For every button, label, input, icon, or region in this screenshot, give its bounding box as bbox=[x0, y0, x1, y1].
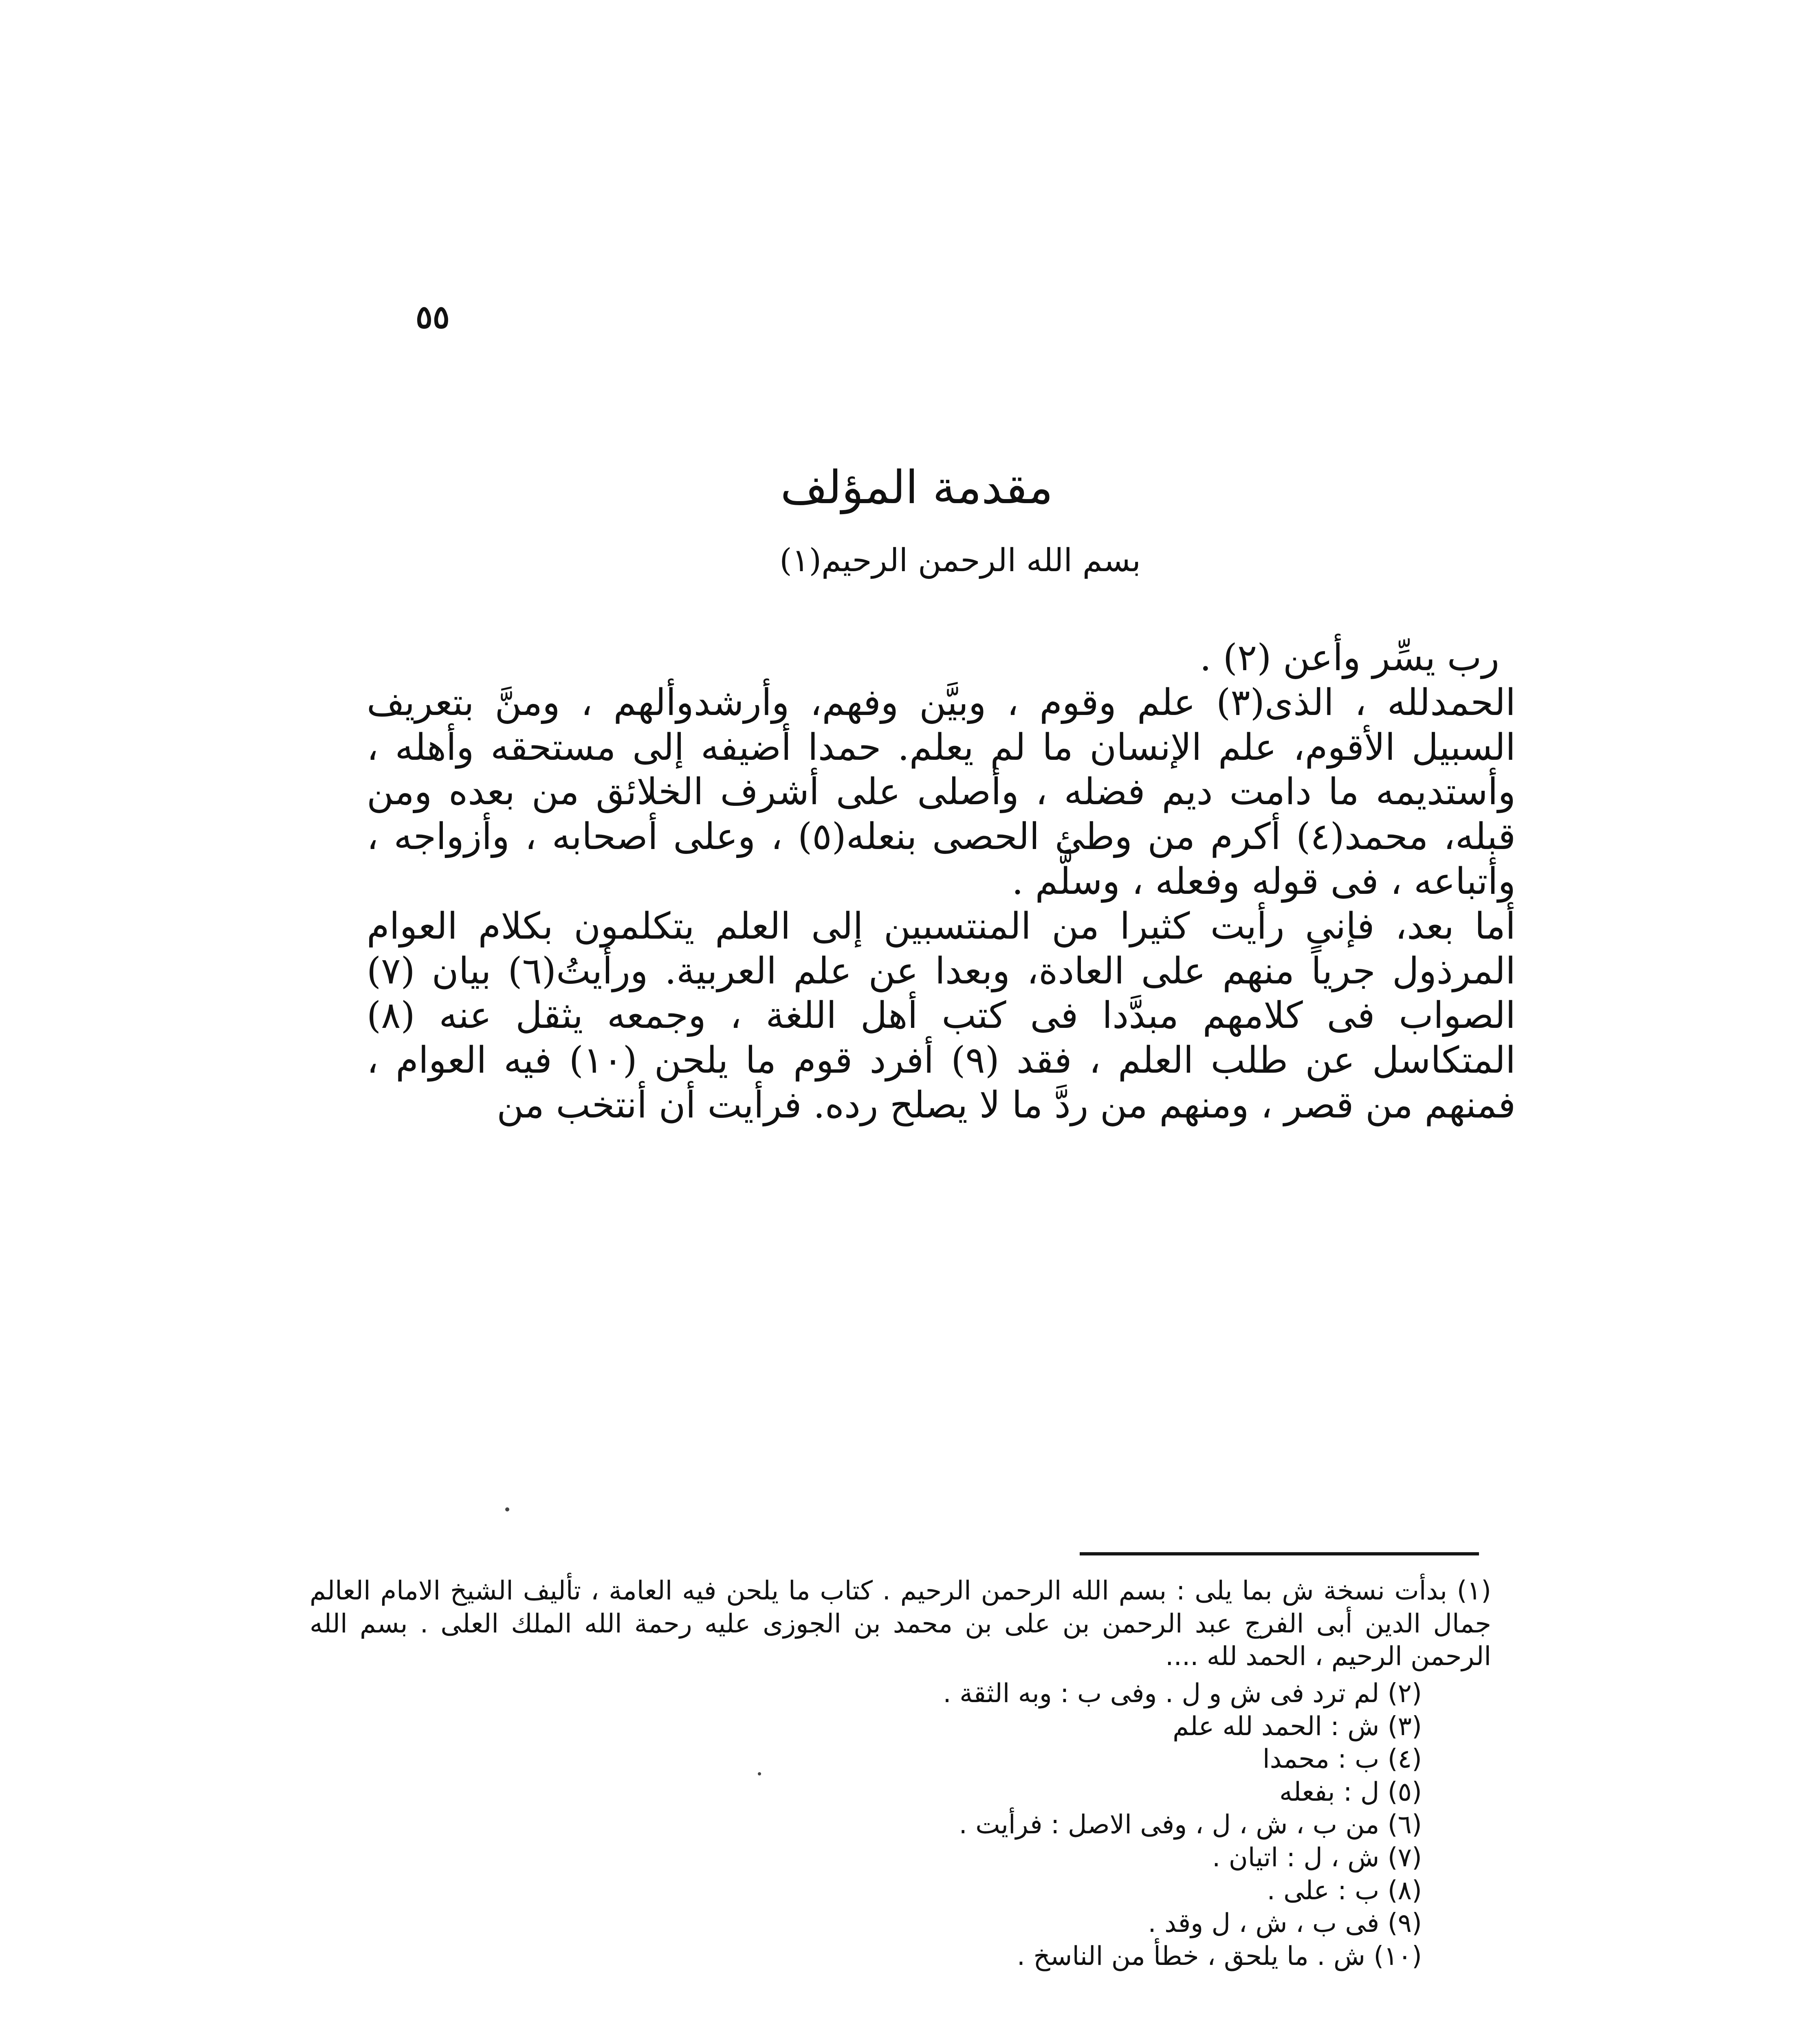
footnote-item: (١٠) ش . ما يلحق ، خطأ من الناسخ . bbox=[1017, 1941, 1422, 1971]
footnote-item: (١) بدأت نسخة ش بما يلى : بسم الله الرحمن الرحيم . كتاب ما يلحن فيه العامة ، تأليف الشيخ الامام العالم جمال الدين أبى الفرج عبد الرحمن بن على بن محمد بن الجوزى عليه رحمة الله الملك العلى . بسم الله الرحمن الرحيم ، الحمد لله .... bbox=[310, 1576, 1491, 1672]
footnote-item: (٣) ش : الحمد لله علم bbox=[1173, 1711, 1422, 1742]
second-paragraph: أما بعد، فإنى رأيت كثيرا من المنتسبين إلى العلم يتكلمون بكلام العوام المرذول جرياً منهم على العادة، وبعدا عن علم العربية. ورأيتُ(٦) بيان (٧) الصواب فى كلامهم مبدَّدا فى كتب أهل اللغة ، وجمعه يثقل عنه (٨) المتكاسل عن طلب العلم ، فقد (٩) أفرد قوم ما يلحن (١٠) فيه العوام ، فمنهم من قصر ، ومنهم من ردَّ ما لا يصلح رده. فرأيت أن أنتخب من bbox=[367, 904, 1516, 1126]
opening-paragraph: الحمدلله ، الذى(٣) علم وقوم ، وبيَّن وفهم، وأرشدوألهم ، ومنَّ بتعريف السبيل الأقوم، علم الإنسان ما لم يعلم. حمدا أضيفه إلى مستحقه وأهله ، وأستديمه ما دامت ديم فضله ، وأصلى على أشرف الخلائق من بعده ومن قبله، محمد(٤) أكرم من وطئ الحصى بنعله(٥) ، وعلى أصحابه ، وأزواجه ، وأتباعه ، فى قوله وفعله ، وسلَّم . bbox=[367, 681, 1516, 903]
main-text bbox=[367, 636, 1516, 1128]
scan-speck bbox=[758, 1772, 761, 1775]
invocation-line: رب يسِّر وأعن (٢) . bbox=[1199, 636, 1499, 679]
footnote-item: (٢) لم ترد فى ش و ل . وفى ب : وبه الثقة . bbox=[943, 1678, 1422, 1709]
scan-speck bbox=[505, 1507, 509, 1511]
page-title: مقدمة المؤلف bbox=[780, 461, 1053, 514]
page-number: ٥٥ bbox=[416, 299, 450, 336]
footnote-item: (٥) ل : بفعله bbox=[1279, 1777, 1422, 1807]
footnote-divider bbox=[1080, 1552, 1479, 1555]
footnote-item: (٤) ب : محمدا bbox=[1262, 1744, 1422, 1775]
footnotes-list bbox=[310, 1677, 1491, 1973]
footnote-item: (٦) من ب ، ش ، ل ، وفى الاصل : فرأيت . bbox=[959, 1810, 1422, 1840]
footnotes bbox=[310, 1575, 1491, 1973]
basmala-line: بسم الله الرحمن الرحيم(١) bbox=[779, 542, 1141, 579]
footnote-item: (٩) فى ب ، ش ، ل وقد . bbox=[1148, 1908, 1422, 1939]
footnote-item: (٨) ب : على . bbox=[1267, 1875, 1422, 1906]
footnote-item: (٧) ش ، ل : اتيان . bbox=[1212, 1843, 1422, 1873]
